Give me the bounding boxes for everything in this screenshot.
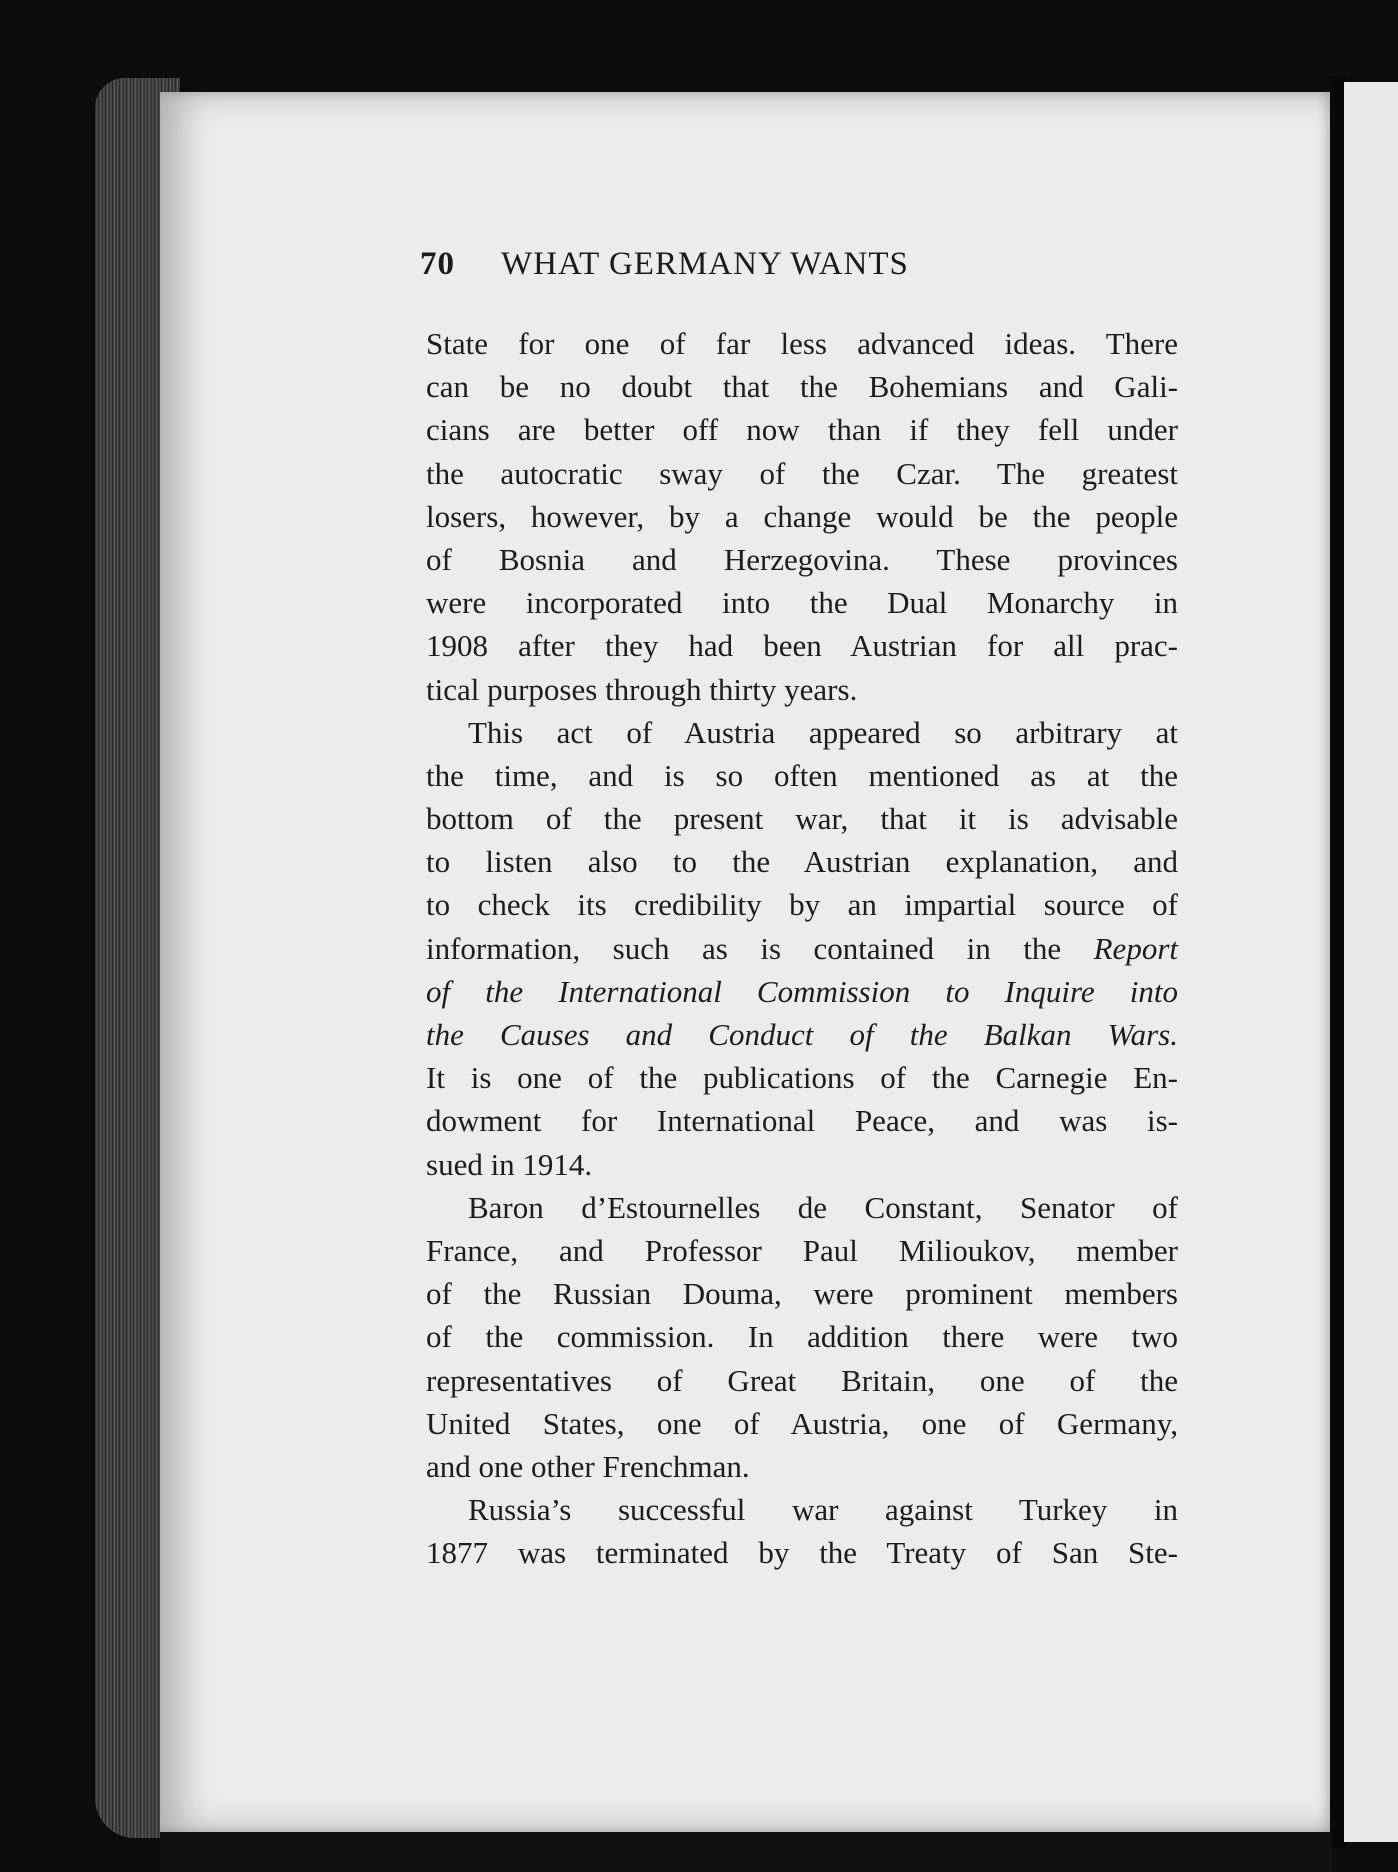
text-line: United States, one of Austria, one of Germany,: [426, 1405, 1178, 1441]
text-line: of the International Commission to Inquire into: [426, 973, 1178, 1009]
text-line: losers, however, by a change would be the people: [426, 498, 1178, 534]
text-line: Russia’s successful war against Turkey in: [468, 1492, 1178, 1528]
text-line: of Bosnia and Herzegovina. These provinces: [426, 541, 1178, 577]
text-line: It is one of the publications of the Carnegie En-: [426, 1060, 1178, 1096]
text-line: tical purposes through thirty years.: [426, 671, 858, 707]
running-head: [420, 246, 1120, 296]
text-line: the Causes and Conduct of the Balkan Wars.: [426, 1017, 1178, 1052]
italic-title-segment: Report: [1093, 930, 1178, 966]
page-bottom-shadow: [160, 1832, 1332, 1872]
text-segment: information, such as is contained in the: [426, 930, 1094, 966]
text-line: to listen also to the Austrian explanation, and: [426, 844, 1178, 880]
body-text: [426, 322, 1178, 1574]
text-line: can be no doubt that the Bohemians and Gali-: [426, 369, 1178, 405]
text-line: representatives of Great Britain, one of the: [426, 1362, 1178, 1398]
text-line: 1877 was terminated by the Treaty of San Ste-: [426, 1535, 1178, 1571]
text-line: State for one of far less advanced ideas. There: [426, 326, 1178, 361]
text-line: were incorporated into the Dual Monarchy in: [426, 585, 1178, 621]
text-line: the time, and is so often mentioned as at the: [426, 757, 1178, 793]
text-line: [426, 927, 1178, 970]
facing-page-edge: [1344, 82, 1398, 1842]
text-line: France, and Professor Paul Milioukov, member: [426, 1232, 1178, 1268]
text-line: of the Russian Douma, were prominent members: [426, 1276, 1178, 1312]
running-head-title: WHAT GERMANY WANTS: [501, 246, 909, 282]
text-line: of the commission. In addition there were two: [426, 1319, 1178, 1355]
text-line: bottom of the present war, that it is advisable: [426, 801, 1178, 837]
text-line: Baron d’Estournelles de Constant, Senator of: [468, 1189, 1178, 1225]
text-line: the autocratic sway of the Czar. The greatest: [426, 455, 1178, 491]
text-line: to check its credibility by an impartial source of: [426, 887, 1178, 923]
text-line: 1908 after they had been Austrian for all prac-: [426, 628, 1178, 664]
text-line: cians are better off now than if they fell under: [426, 412, 1178, 448]
page-number: 70: [420, 246, 455, 282]
text-line: sued in 1914.: [426, 1146, 593, 1182]
text-line: and one other Frenchman.: [426, 1448, 750, 1484]
text-line: dowment for International Peace, and was is-: [426, 1103, 1178, 1139]
text-line: This act of Austria appeared so arbitrary at: [468, 714, 1178, 750]
